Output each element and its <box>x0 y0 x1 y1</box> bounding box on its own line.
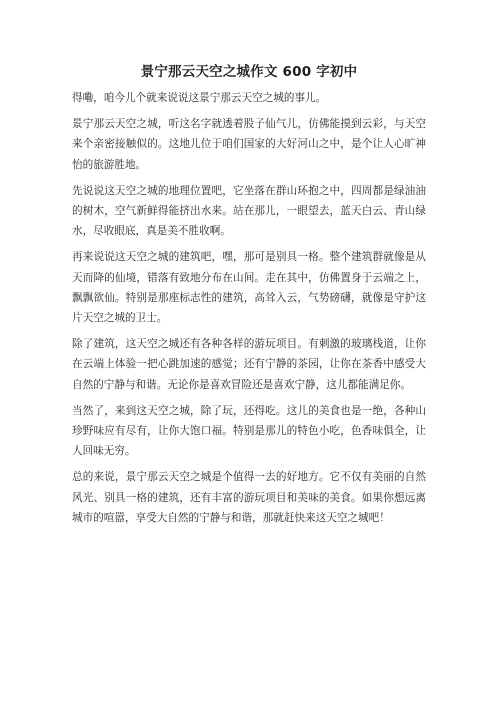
paragraph-3: 先说说这天空之城的地理位置吧，它坐落在群山环抱之中，四周都是绿油油的树木，空气新鲜得能挤出水来。站在那儿，一眼望去，蓝天白云、青山绿水，尽收眼底，真是美不胜收啊。 <box>72 184 426 238</box>
paragraph-4: 再来说说这天空之城的建筑吧，嘿，那可是别具一格。整个建筑群就像是从天而降的仙境，错落有致地分布在山间。走在其中，仿佛置身于云端之上，飘飘欲仙。特别是那座标志性的建筑，高耸入云，气势磅礴，就像是守护这片天空之城的卫士。 <box>72 251 426 325</box>
document-page <box>72 62 426 534</box>
document-title: 景宁那云天空之城作文 600 字初中 <box>140 64 358 80</box>
paragraph-2: 景宁那云天空之城，听这名字就透着股子仙气儿，仿佛能摸到云彩，与天空来个亲密接触似的。这地儿位于咱们国家的大好河山之中，是个让人心旷神怡的旅游胜地。 <box>72 118 426 171</box>
paragraph-7: 总的来说，景宁那云天空之城是个值得一去的好地方。它不仅有美丽的自然风光、别具一格的建筑，还有丰富的游玩项目和美味的美食。如果你想远离城市的喧嚣，享受大自然的宁静与和谐，那就赶快来这天空之城吧！ <box>72 471 426 524</box>
paragraph-5: 除了建筑，这天空之城还有各种各样的游玩项目。有刺激的玻璃栈道，让你在云端上体验一把心跳加速的感觉；还有宁静的茶园，让你在茶香中感受大自然的宁静与和谐。无论你是喜欢冒险还是喜欢宁静，这儿都能满足你。 <box>72 338 426 391</box>
paragraph-1: 得嘞，咱今儿个就来说说这景宁那云天空之城的事儿。 <box>72 92 327 104</box>
paragraph-6: 当然了，来到这天空之城，除了玩，还得吃。这儿的美食也是一绝，各种山珍野味应有尽有，让你大饱口福。特别是那儿的特色小吃，色香味俱全，让人回味无穷。 <box>72 404 426 458</box>
